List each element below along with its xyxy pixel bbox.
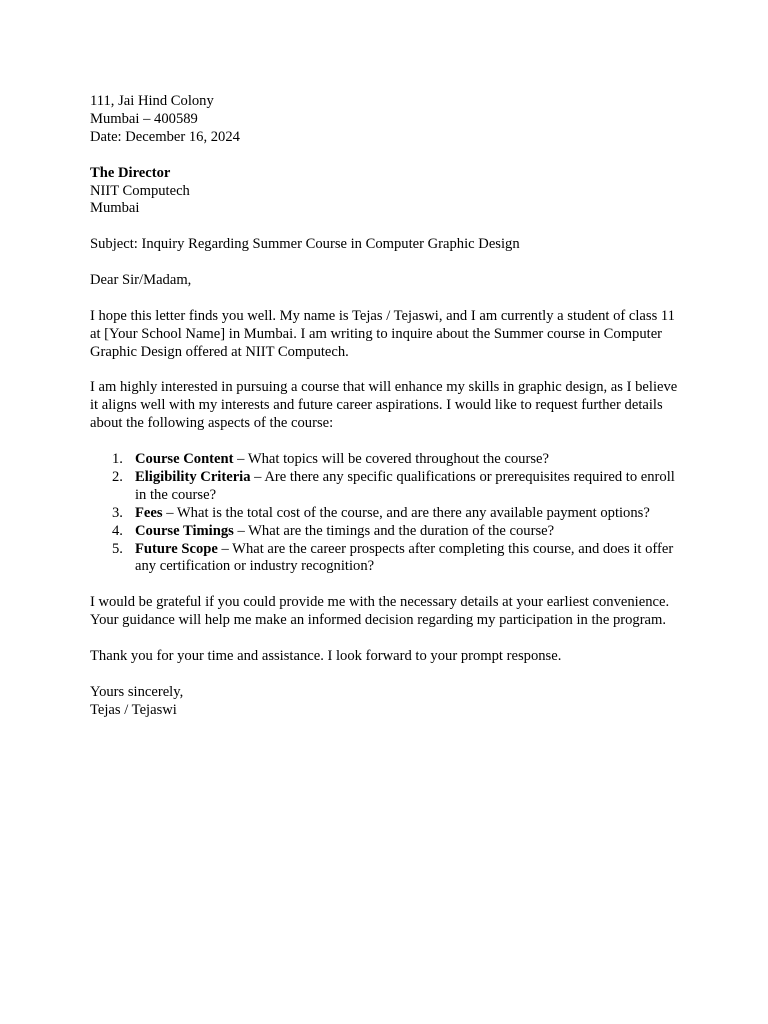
list-item-text: – What is the total cost of the course, and are there any available payment options? — [162, 504, 650, 521]
interest-paragraph: I am highly interested in pursuing a course that will enhance my skills in graphic design, as I believe it aligns well with my interests and future career aspirations. I would like to request further details about the following aspects of the course: — [90, 379, 678, 432]
valediction: Yours sincerely, — [90, 683, 184, 700]
recipient-address-block — [90, 165, 680, 219]
list-item — [90, 451, 680, 469]
list-item-term: Future Scope — [135, 540, 218, 557]
signature-name: Tejas / Tejaswi — [90, 701, 177, 718]
list-item-text: – What topics will be covered throughout the course? — [233, 451, 549, 468]
list-item-term: Fees — [135, 504, 163, 521]
recipient-organization: NIIT Computech — [90, 182, 190, 199]
course-aspects-list — [90, 451, 680, 576]
letter-page — [90, 93, 680, 737]
list-item-number: 2. — [112, 468, 123, 485]
list-item — [90, 541, 680, 577]
thanks-paragraph: Thank you for your time and assistance. I look forward to your prompt response. — [90, 647, 562, 664]
list-item-number: 1. — [112, 451, 123, 468]
list-item — [90, 469, 680, 505]
list-item — [90, 505, 680, 523]
list-item-text: – What are the timings and the duration of the course? — [233, 522, 555, 539]
list-item-number: 4. — [112, 522, 123, 539]
sender-address-line1: 111, Jai Hind Colony — [90, 93, 214, 109]
list-item-term: Course Content — [135, 451, 234, 468]
list-item-term: Course Timings — [135, 522, 234, 539]
list-item-term: Eligibility Criteria — [135, 468, 251, 485]
list-item-text: – What are the career prospects after completing this course, and does it offer any certification or industry recognition? — [135, 540, 674, 575]
recipient-city: Mumbai — [90, 200, 140, 217]
letter-date: Date: December 16, 2024 — [90, 128, 240, 145]
intro-paragraph: I hope this letter finds you well. My name is Tejas / Tejaswi, and I am currently a student of class 11 at [Your School Name] in Mumbai. I am writing to inquire about the Summer course in Computer Graphic Design offered at NIIT Computech. — [90, 307, 675, 360]
letter-salutation: Dear Sir/Madam, — [90, 272, 192, 289]
recipient-title: The Director — [90, 164, 171, 181]
sender-address-line2: Mumbai – 400589 — [90, 110, 198, 127]
list-item — [90, 523, 680, 541]
sender-address-block — [90, 93, 680, 147]
closing-block — [90, 684, 680, 720]
list-item-text: – Are there any specific qualifications or prerequisites required to enroll in the course? — [135, 468, 675, 503]
list-item-number: 5. — [112, 540, 123, 557]
letter-subject: Subject: Inquiry Regarding Summer Course in Computer Graphic Design — [90, 236, 520, 253]
request-paragraph: I would be grateful if you could provide me with the necessary details at your earliest convenience. Your guidance will help me make an informed decision regarding my participation in the program. — [90, 594, 670, 629]
list-item-number: 3. — [112, 504, 123, 521]
